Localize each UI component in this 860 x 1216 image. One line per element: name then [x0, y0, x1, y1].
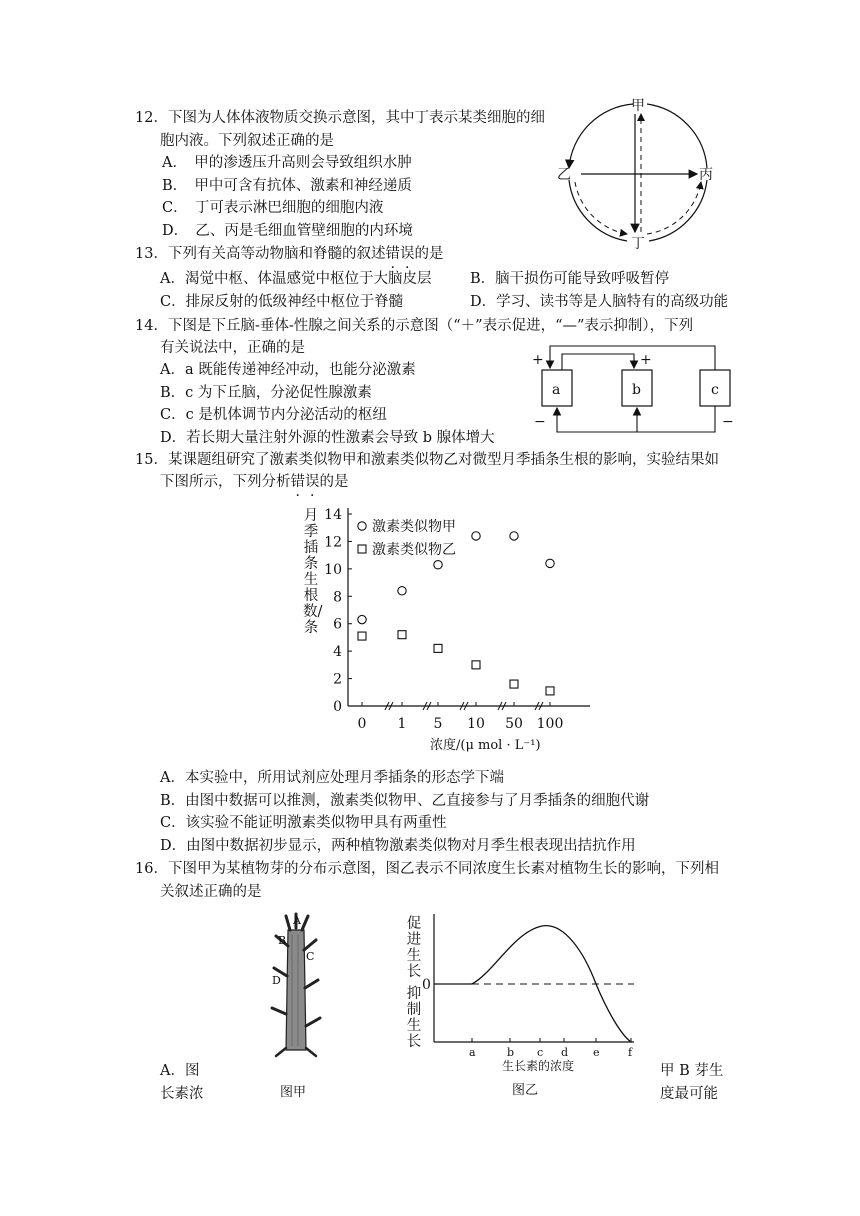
node-jia: 甲 — [631, 98, 645, 114]
q12-option-b: B． 甲中可含有抗体、激素和神经递质 — [162, 178, 412, 194]
q12-option-d: D． 乙、丙是毛细血管壁细胞的内环境 — [162, 223, 413, 239]
node-bing: 丙 — [699, 167, 713, 183]
q13-stem — [135, 244, 443, 264]
y-tick-label: 10 — [324, 561, 342, 578]
q13-emph-1: 错 — [385, 246, 400, 262]
plant-bud-figure — [260, 910, 340, 1060]
box-b-label: b — [632, 382, 641, 398]
point-jia — [358, 615, 366, 623]
box-c-label: c — [711, 382, 719, 398]
q12-option-a: A． 甲的渗透压升高则会导致组织水肿 — [162, 155, 412, 171]
q15-emph-2: 误 — [305, 474, 320, 490]
chart-ylabel: 月季插条生根数/条 — [303, 508, 323, 636]
legend-label-jia: 激素类似物甲 — [372, 519, 456, 535]
q13-option-b: B．脑干损伤可能导致呼吸暂停 — [470, 271, 670, 287]
q15-stem-line2 — [160, 472, 349, 492]
q15-emph-1: 错 — [290, 474, 305, 490]
legend-marker-jia — [358, 522, 366, 530]
xtick-a: a — [469, 1046, 476, 1059]
point-jia — [510, 532, 518, 540]
q15-option-b: B．由图中数据可以推测，激素类似物甲、乙直接参与了月季插条的细胞代谢 — [160, 793, 650, 809]
q15-stem-line1: 15．某课题组研究了激素类似物甲和激素类似物乙对微型月季插条生根的影响，实验结果如 — [135, 452, 719, 468]
minus-a: − — [534, 414, 546, 430]
xtick-f: f — [628, 1046, 633, 1059]
q16-option-a-left1: A．图 — [160, 1063, 200, 1079]
q13-option-d: D．学习、读书等是人脑特有的高级功能 — [470, 294, 729, 310]
q14-stem-line2: 有关说法中，正确的是 — [160, 340, 305, 356]
y-tick-label: 2 — [333, 671, 342, 688]
x-tick-label: 10 — [467, 716, 485, 732]
fig-yi-caption: 图乙 — [512, 1083, 539, 1098]
x-tick-label: 5 — [433, 716, 443, 732]
q15-stem-post: 的是 — [319, 474, 349, 490]
q15-option-d: D．由图中数据初步显示，两种植物激素类似物对月季生根表现出拮抗作用 — [160, 838, 636, 854]
q12-option-c: C． 丁可表示淋巴细胞的细胞内液 — [162, 200, 384, 216]
rooting-scatter-chart — [320, 498, 610, 758]
plus-a: + — [532, 352, 544, 368]
x-tick-label: 100 — [536, 716, 564, 732]
point-jia — [546, 559, 554, 567]
q16-option-a-left2: 长素浓 — [160, 1086, 204, 1102]
x-tick-label: 0 — [357, 716, 367, 732]
y-tick-label: 0 — [333, 699, 342, 715]
graph-ylabel-promote: 促进生长 — [406, 916, 422, 980]
xtick-e: e — [593, 1046, 600, 1059]
q13-option-a: A．渴觉中枢、体温感觉中枢位于大脑皮层 — [160, 271, 432, 287]
node-yi: 乙 — [557, 167, 571, 183]
q13-emph-2: 误 — [399, 246, 415, 262]
fig-jia-caption: 图甲 — [280, 1085, 307, 1100]
minus-c: − — [722, 414, 734, 430]
graph-zero: 0 — [422, 977, 431, 993]
q14-option-b: B．c 为下丘脑，分泌促性腺激素 — [160, 385, 372, 401]
q14-option-c: C．c 是机体调节内分泌活动的枢纽 — [160, 407, 387, 423]
xtick-b: b — [507, 1046, 515, 1059]
xtick-d: d — [561, 1046, 569, 1059]
q16-option-a-right2: 度最可能 — [660, 1086, 718, 1102]
point-yi — [472, 661, 480, 669]
q16-stem-line2: 关叙述正确的是 — [160, 884, 262, 900]
legend-label-yi: 激素类似物乙 — [372, 542, 456, 558]
auxin-curve-graph — [424, 912, 644, 1072]
bud-label-d: D — [272, 974, 281, 987]
q14-option-d: D．若长期大量注射外源的性激素会导致 b 腺体增大 — [160, 430, 495, 446]
q15-stem-pre: 下图所示，下列分析 — [160, 474, 291, 490]
point-yi — [398, 631, 406, 639]
legend-marker-yi — [358, 545, 366, 553]
q16-stem-line1: 16．下图甲为某植物芽的分布示意图，图乙表示不同浓度生长素对植物生长的影响，下列相 — [135, 861, 719, 877]
q14-stem-line1: 14．下图是下丘脑-垂体-性腺之间关系的示意图（“＋”表示促进，“—”表示抑制），下列 — [135, 318, 694, 334]
q15-option-c: C．该实验不能证明激素类似物甲具有两重性 — [160, 815, 447, 831]
y-tick-label: 8 — [333, 589, 342, 606]
q13-option-c: C．排尿反射的低级神经中枢位于脊髓 — [160, 294, 404, 310]
graph-xticks — [469, 1038, 633, 1059]
node-ding: 丁 — [631, 236, 645, 252]
point-yi — [510, 680, 518, 688]
y-tick-label: 4 — [333, 644, 342, 661]
bud-label-b: B — [278, 934, 287, 947]
point-jia — [434, 561, 442, 569]
bud-label-c: C — [306, 950, 315, 963]
x-tick-label: 50 — [505, 716, 523, 732]
q12-stem-line1: 12．下图为人体体液物质交换示意图，其中丁表示某类细胞的细 — [135, 110, 545, 126]
x-axis-label: 浓度/(μ mol · L⁻¹) — [430, 738, 541, 753]
q13-stem-pre: 13．下列有关高等动物脑和脊髓的叙述 — [135, 246, 386, 262]
point-jia — [472, 532, 480, 540]
q15-option-a: A．本实验中，所用试剂应处理月季插条的形态学下端 — [160, 770, 504, 786]
y-tick-label: 12 — [324, 534, 342, 551]
box-a-label: a — [552, 382, 561, 398]
q14-option-a: A．a 既能传递神经冲动，也能分泌激素 — [160, 362, 416, 378]
bud-label-a: A — [293, 914, 301, 927]
xtick-c: c — [537, 1046, 544, 1059]
graph-ylabel-inhibit: 抑制生长 — [406, 986, 422, 1050]
y-tick-label: 6 — [333, 616, 342, 633]
q16-option-a-right1: 甲 B 芽生 — [660, 1063, 724, 1079]
plus-b: + — [640, 352, 652, 368]
point-jia — [398, 587, 406, 595]
point-yi — [546, 687, 554, 695]
q12-stem-line2: 胞内液。下列叙述正确的是 — [160, 133, 334, 149]
y-tick-label: 14 — [324, 507, 342, 523]
hypothalamus-pituitary-gonad-diagram — [530, 342, 740, 442]
q13-stem-post: 的是 — [414, 246, 444, 262]
x-tick-label: 1 — [397, 716, 407, 732]
point-yi — [434, 644, 442, 652]
point-yi — [358, 632, 366, 640]
body-fluid-diagram — [555, 96, 725, 256]
graph-xlabel: 生长素的浓度 — [502, 1059, 575, 1073]
